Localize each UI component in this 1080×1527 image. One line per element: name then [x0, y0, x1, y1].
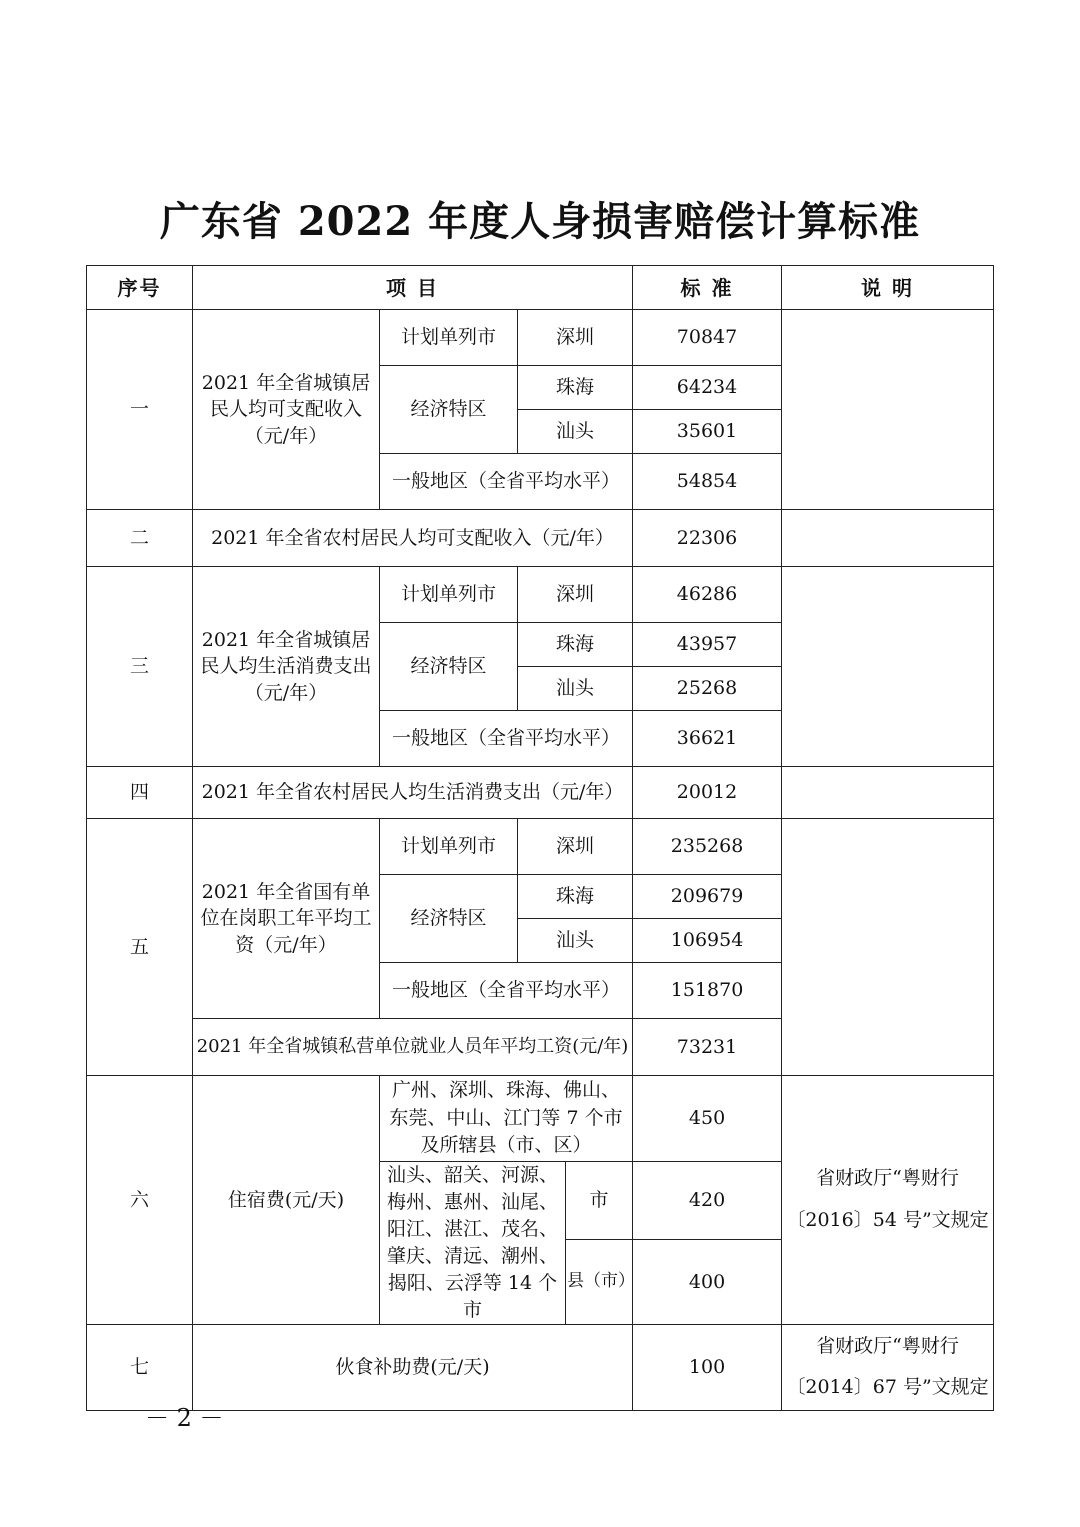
header-note: 说 明: [782, 266, 994, 310]
item-label: 2021 年全省城镇居民人均可支配收入（元/年）: [193, 310, 380, 510]
region-cell: 汕头、韶关、河源、梅州、惠州、汕尾、阳江、湛江、茂名、肇庆、清远、潮州、揭阳、云浮等 14 个市: [380, 1162, 566, 1325]
table-row: [87, 1076, 994, 1162]
city-cell: 珠海: [518, 366, 633, 410]
value-cell: 100: [633, 1324, 782, 1410]
seq-cell: 四: [87, 767, 193, 819]
city-cell: 深圳: [518, 310, 633, 366]
seq-cell: 五: [87, 819, 193, 1076]
city-cell: 珠海: [518, 875, 633, 919]
item-label: 2021 年全省国有单位在岗职工年平均工资（元/年）: [193, 819, 380, 1019]
value-cell: 64234: [633, 366, 782, 410]
value-cell: 209679: [633, 875, 782, 919]
category-cell: 经济特区: [380, 875, 518, 963]
item-label: 2021 年全省城镇居民人均生活消费支出（元/年）: [193, 567, 380, 767]
city-cell: 珠海: [518, 623, 633, 667]
general-cell: 一般地区（全省平均水平）: [380, 963, 633, 1019]
note-cell: [782, 819, 994, 1076]
value-cell: 36621: [633, 711, 782, 767]
item-label: 伙食补助费(元/天): [193, 1324, 633, 1410]
value-cell: 46286: [633, 567, 782, 623]
category-cell: 计划单列市: [380, 567, 518, 623]
note-cell: 省财政厅“粤财行〔2014〕67 号”文规定: [782, 1324, 994, 1410]
general-cell: 一般地区（全省平均水平）: [380, 711, 633, 767]
page-title: 广东省 2022 年度人身损害赔偿计算标准: [159, 198, 921, 245]
header-standard: 标 准: [633, 266, 782, 310]
value-cell: 43957: [633, 623, 782, 667]
note-cell: 省财政厅“粤财行〔2016〕54 号”文规定: [782, 1076, 994, 1325]
value-cell: 54854: [633, 454, 782, 510]
value-cell: 70847: [633, 310, 782, 366]
category-cell: 计划单列市: [380, 819, 518, 875]
note-cell: [782, 510, 994, 567]
value-cell: 151870: [633, 963, 782, 1019]
item-label: 2021 年全省农村居民人均生活消费支出（元/年）: [193, 767, 633, 819]
value-cell: 22306: [633, 510, 782, 567]
value-cell: 25268: [633, 667, 782, 711]
city-cell: 深圳: [518, 567, 633, 623]
item-label: 住宿费(元/天): [193, 1076, 380, 1325]
note-cell: [782, 310, 994, 510]
table-row: [87, 819, 994, 875]
seq-cell: 六: [87, 1076, 193, 1325]
note-cell: [782, 767, 994, 819]
page-number: － 2 －: [145, 1404, 224, 1432]
item-label: 2021 年全省农村居民人均可支配收入（元/年）: [193, 510, 633, 567]
header-seq: 序号: [87, 266, 193, 310]
seq-cell: 一: [87, 310, 193, 510]
category-cell: 经济特区: [380, 623, 518, 711]
value-cell: 450: [633, 1076, 782, 1162]
item-label: 2021 年全省城镇私营单位就业人员年平均工资(元/年): [193, 1019, 633, 1076]
general-cell: 一般地区（全省平均水平）: [380, 454, 633, 510]
city-cell: 市: [566, 1162, 633, 1240]
seq-cell: 七: [87, 1324, 193, 1410]
city-cell: 汕头: [518, 667, 633, 711]
value-cell: 400: [633, 1239, 782, 1324]
county-cell: 县（市）: [566, 1239, 633, 1324]
value-cell: 420: [633, 1162, 782, 1240]
standards-table: [86, 265, 994, 1411]
table-row: [87, 510, 994, 567]
region-cell: 广州、深圳、珠海、佛山、东莞、中山、江门等 7 个市及所辖县（市、区）: [380, 1076, 633, 1162]
city-cell: 汕头: [518, 410, 633, 454]
table-row: [87, 310, 994, 366]
seq-cell: 二: [87, 510, 193, 567]
value-cell: 235268: [633, 819, 782, 875]
note-cell: [782, 567, 994, 767]
city-cell: 深圳: [518, 819, 633, 875]
category-cell: 经济特区: [380, 366, 518, 454]
header-row: [87, 266, 994, 310]
value-cell: 20012: [633, 767, 782, 819]
value-cell: 35601: [633, 410, 782, 454]
value-cell: 106954: [633, 919, 782, 963]
table-row: [87, 767, 994, 819]
value-cell: 73231: [633, 1019, 782, 1076]
seq-cell: 三: [87, 567, 193, 767]
table-row: [87, 567, 994, 623]
category-cell: 计划单列市: [380, 310, 518, 366]
header-item: 项 目: [193, 266, 633, 310]
city-cell: 汕头: [518, 919, 633, 963]
